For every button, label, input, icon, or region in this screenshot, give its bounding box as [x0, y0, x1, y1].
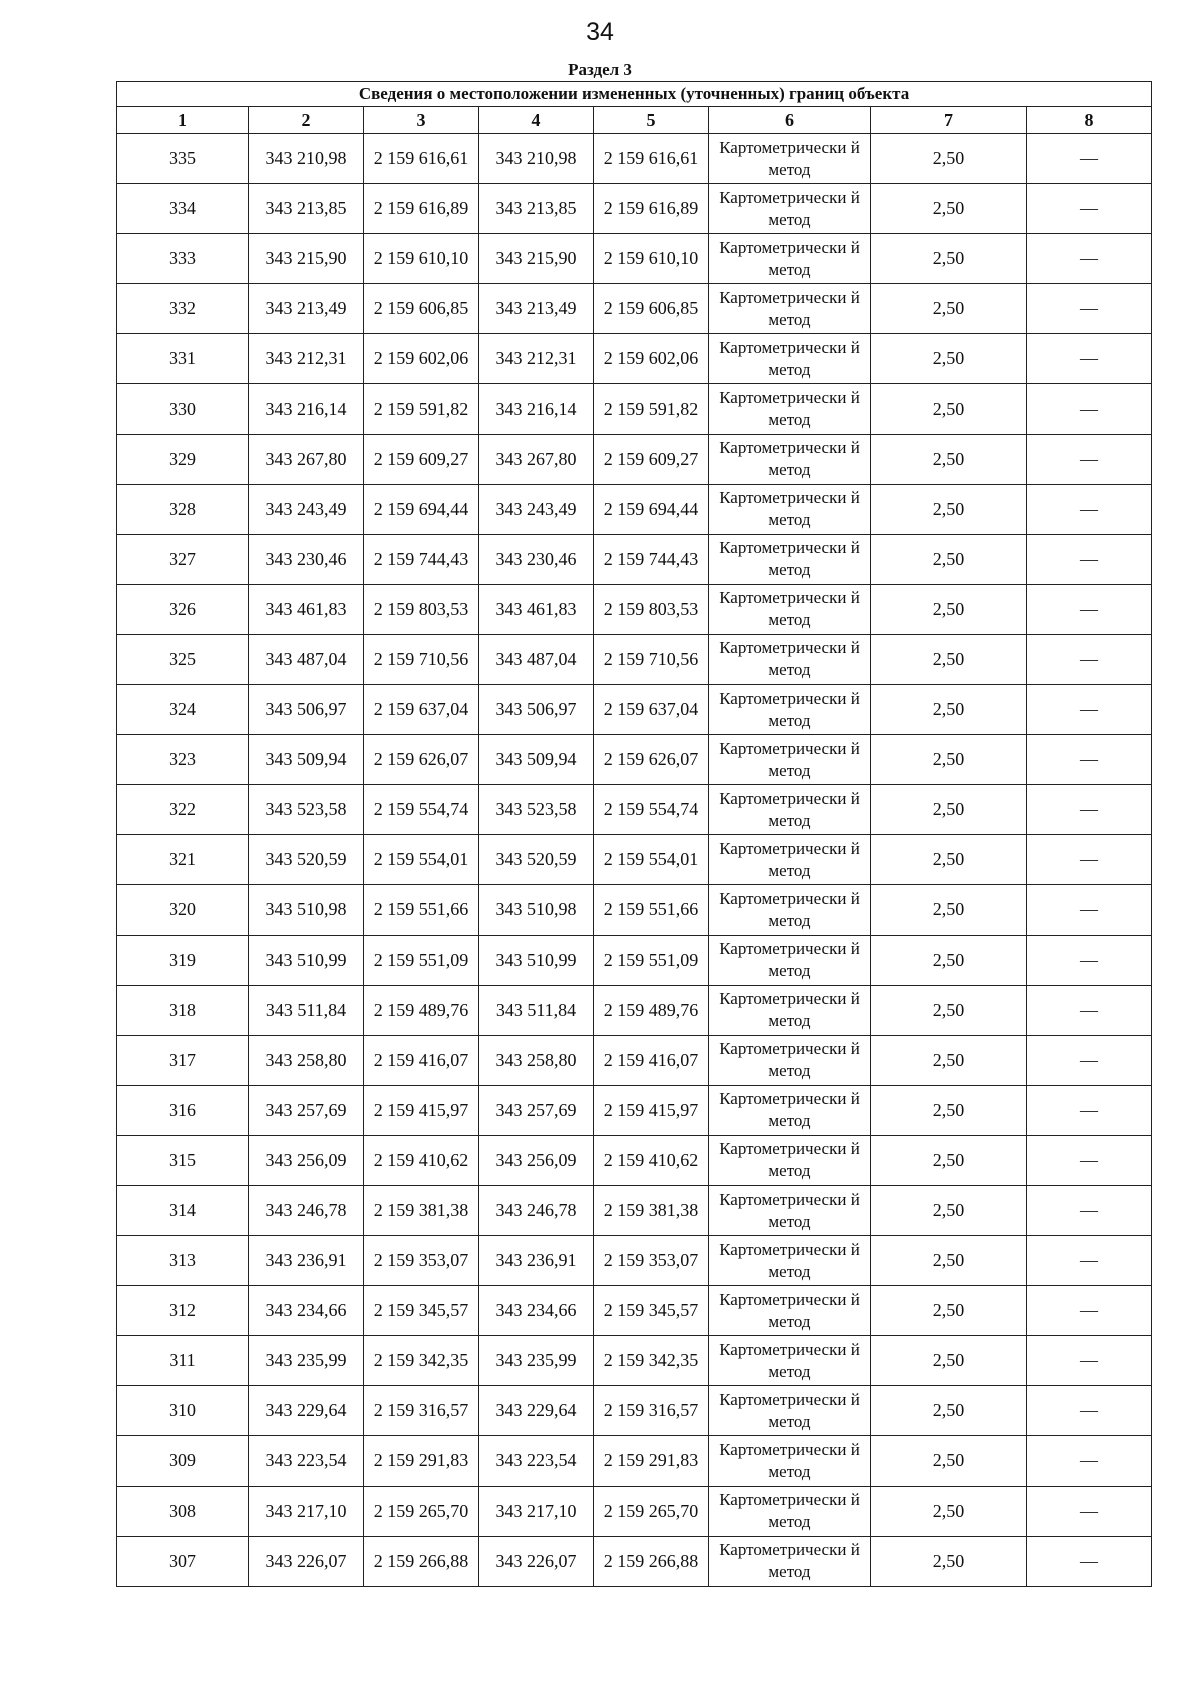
accuracy-cell: 2,50 [871, 785, 1027, 835]
point-number-cell: 330 [117, 384, 249, 434]
x-new-cell: 343 230,46 [479, 534, 594, 584]
x-old-cell: 343 510,98 [249, 885, 364, 935]
x-new-cell: 343 246,78 [479, 1185, 594, 1235]
point-number-cell: 314 [117, 1185, 249, 1235]
accuracy-cell: 2,50 [871, 1486, 1027, 1536]
method-cell: Картометрически й метод [709, 1486, 871, 1536]
x-new-cell: 343 258,80 [479, 1035, 594, 1085]
table-row [117, 1135, 1152, 1185]
method-cell: Картометрически й метод [709, 534, 871, 584]
description-cell: — [1027, 785, 1152, 835]
x-old-cell: 343 509,94 [249, 735, 364, 785]
y-old-cell: 2 159 616,61 [364, 134, 479, 184]
description-cell: — [1027, 284, 1152, 334]
point-number-cell: 308 [117, 1486, 249, 1536]
method-cell: Картометрически й метод [709, 1236, 871, 1286]
description-cell: — [1027, 1486, 1152, 1536]
accuracy-cell: 2,50 [871, 985, 1027, 1035]
y-old-cell: 2 159 803,53 [364, 584, 479, 634]
method-cell: Картометрически й метод [709, 935, 871, 985]
description-cell: — [1027, 484, 1152, 534]
table-caption-row [117, 82, 1152, 107]
y-new-cell: 2 159 694,44 [594, 484, 709, 534]
x-old-cell: 343 257,69 [249, 1085, 364, 1135]
accuracy-cell: 2,50 [871, 134, 1027, 184]
y-new-cell: 2 159 265,70 [594, 1486, 709, 1536]
description-cell: — [1027, 134, 1152, 184]
table-row [117, 985, 1152, 1035]
point-number-cell: 328 [117, 484, 249, 534]
section-title: Раздел 3 [568, 60, 632, 79]
method-cell: Картометрически й метод [709, 134, 871, 184]
accuracy-cell: 2,50 [871, 234, 1027, 284]
y-new-cell: 2 159 415,97 [594, 1085, 709, 1135]
x-new-cell: 343 223,54 [479, 1436, 594, 1486]
method-cell: Картометрически й метод [709, 184, 871, 234]
description-cell: — [1027, 985, 1152, 1035]
x-old-cell: 343 213,85 [249, 184, 364, 234]
method-cell: Картометрически й метод [709, 685, 871, 735]
method-cell: Картометрически й метод [709, 1536, 871, 1586]
accuracy-cell: 2,50 [871, 1536, 1027, 1586]
y-old-cell: 2 159 291,83 [364, 1436, 479, 1486]
y-old-cell: 2 159 416,07 [364, 1035, 479, 1085]
description-cell: — [1027, 184, 1152, 234]
point-number-cell: 331 [117, 334, 249, 384]
x-new-cell: 343 487,04 [479, 634, 594, 684]
x-old-cell: 343 216,14 [249, 384, 364, 434]
y-new-cell: 2 159 554,74 [594, 785, 709, 835]
y-old-cell: 2 159 637,04 [364, 685, 479, 735]
method-cell: Картометрически й метод [709, 1085, 871, 1135]
y-old-cell: 2 159 710,56 [364, 634, 479, 684]
column-header: 6 [709, 107, 871, 134]
y-new-cell: 2 159 381,38 [594, 1185, 709, 1235]
y-old-cell: 2 159 342,35 [364, 1336, 479, 1386]
accuracy-cell: 2,50 [871, 1236, 1027, 1286]
column-header: 3 [364, 107, 479, 134]
point-number-cell: 315 [117, 1135, 249, 1185]
y-old-cell: 2 159 610,10 [364, 234, 479, 284]
y-new-cell: 2 159 616,89 [594, 184, 709, 234]
description-cell: — [1027, 1436, 1152, 1486]
table-row [117, 184, 1152, 234]
method-cell: Картометрически й метод [709, 835, 871, 885]
point-number-cell: 325 [117, 634, 249, 684]
y-old-cell: 2 159 606,85 [364, 284, 479, 334]
x-new-cell: 343 520,59 [479, 835, 594, 885]
method-cell: Картометрически й метод [709, 284, 871, 334]
x-new-cell: 343 229,64 [479, 1386, 594, 1436]
y-new-cell: 2 159 610,10 [594, 234, 709, 284]
point-number-cell: 319 [117, 935, 249, 985]
y-new-cell: 2 159 626,07 [594, 735, 709, 785]
point-number-cell: 309 [117, 1436, 249, 1486]
description-cell: — [1027, 1035, 1152, 1085]
y-old-cell: 2 159 266,88 [364, 1536, 479, 1586]
accuracy-cell: 2,50 [871, 685, 1027, 735]
x-new-cell: 343 509,94 [479, 735, 594, 785]
x-new-cell: 343 257,69 [479, 1085, 594, 1135]
x-old-cell: 343 243,49 [249, 484, 364, 534]
description-cell: — [1027, 1336, 1152, 1386]
point-number-cell: 324 [117, 685, 249, 735]
point-number-cell: 332 [117, 284, 249, 334]
x-old-cell: 343 229,64 [249, 1386, 364, 1436]
description-cell: — [1027, 935, 1152, 985]
method-cell: Картометрически й метод [709, 1336, 871, 1386]
accuracy-cell: 2,50 [871, 1085, 1027, 1135]
description-cell: — [1027, 1135, 1152, 1185]
table-row [117, 1336, 1152, 1386]
point-number-cell: 322 [117, 785, 249, 835]
table-row [117, 1085, 1152, 1135]
table-row [117, 935, 1152, 985]
y-old-cell: 2 159 316,57 [364, 1386, 479, 1436]
accuracy-cell: 2,50 [871, 434, 1027, 484]
description-cell: — [1027, 735, 1152, 785]
point-number-cell: 307 [117, 1536, 249, 1586]
accuracy-cell: 2,50 [871, 1386, 1027, 1436]
table-row [117, 484, 1152, 534]
y-old-cell: 2 159 265,70 [364, 1486, 479, 1536]
accuracy-cell: 2,50 [871, 885, 1027, 935]
y-old-cell: 2 159 489,76 [364, 985, 479, 1035]
x-old-cell: 343 506,97 [249, 685, 364, 735]
x-new-cell: 343 256,09 [479, 1135, 594, 1185]
table-row [117, 584, 1152, 634]
accuracy-cell: 2,50 [871, 1436, 1027, 1486]
x-new-cell: 343 461,83 [479, 584, 594, 634]
description-cell: — [1027, 434, 1152, 484]
method-cell: Картометрически й метод [709, 1386, 871, 1436]
x-old-cell: 343 226,07 [249, 1536, 364, 1586]
table-row [117, 1436, 1152, 1486]
point-number-cell: 317 [117, 1035, 249, 1085]
table-row [117, 835, 1152, 885]
x-old-cell: 343 213,49 [249, 284, 364, 334]
y-new-cell: 2 159 353,07 [594, 1236, 709, 1286]
column-header: 5 [594, 107, 709, 134]
x-old-cell: 343 523,58 [249, 785, 364, 835]
y-old-cell: 2 159 381,38 [364, 1185, 479, 1235]
x-new-cell: 343 213,85 [479, 184, 594, 234]
y-new-cell: 2 159 316,57 [594, 1386, 709, 1436]
table-row [117, 1286, 1152, 1336]
x-new-cell: 343 510,99 [479, 935, 594, 985]
method-cell: Картометрически й метод [709, 384, 871, 434]
x-old-cell: 343 246,78 [249, 1185, 364, 1235]
description-cell: — [1027, 1236, 1152, 1286]
x-old-cell: 343 520,59 [249, 835, 364, 885]
method-cell: Картометрически й метод [709, 1286, 871, 1336]
method-cell: Картометрически й метод [709, 1185, 871, 1235]
point-number-cell: 310 [117, 1386, 249, 1436]
x-old-cell: 343 511,84 [249, 985, 364, 1035]
accuracy-cell: 2,50 [871, 584, 1027, 634]
x-old-cell: 343 461,83 [249, 584, 364, 634]
y-old-cell: 2 159 551,66 [364, 885, 479, 935]
y-new-cell: 2 159 266,88 [594, 1536, 709, 1586]
description-cell: — [1027, 534, 1152, 584]
y-new-cell: 2 159 342,35 [594, 1336, 709, 1386]
y-new-cell: 2 159 710,56 [594, 634, 709, 684]
x-new-cell: 343 210,98 [479, 134, 594, 184]
x-new-cell: 343 511,84 [479, 985, 594, 1035]
table-row [117, 685, 1152, 735]
y-old-cell: 2 159 626,07 [364, 735, 479, 785]
y-new-cell: 2 159 551,66 [594, 885, 709, 935]
y-new-cell: 2 159 345,57 [594, 1286, 709, 1336]
point-number-cell: 312 [117, 1286, 249, 1336]
table-row [117, 134, 1152, 184]
description-cell: — [1027, 1536, 1152, 1586]
y-new-cell: 2 159 554,01 [594, 835, 709, 885]
x-old-cell: 343 256,09 [249, 1135, 364, 1185]
y-new-cell: 2 159 410,62 [594, 1135, 709, 1185]
table-row [117, 284, 1152, 334]
y-old-cell: 2 159 609,27 [364, 434, 479, 484]
x-new-cell: 343 212,31 [479, 334, 594, 384]
accuracy-cell: 2,50 [871, 184, 1027, 234]
table-row [117, 785, 1152, 835]
x-old-cell: 343 230,46 [249, 534, 364, 584]
y-old-cell: 2 159 602,06 [364, 334, 479, 384]
x-old-cell: 343 267,80 [249, 434, 364, 484]
y-old-cell: 2 159 554,74 [364, 785, 479, 835]
x-new-cell: 343 523,58 [479, 785, 594, 835]
accuracy-cell: 2,50 [871, 1035, 1027, 1085]
x-old-cell: 343 510,99 [249, 935, 364, 985]
y-new-cell: 2 159 489,76 [594, 985, 709, 1035]
method-cell: Картометрически й метод [709, 1135, 871, 1185]
method-cell: Картометрически й метод [709, 885, 871, 935]
description-cell: — [1027, 584, 1152, 634]
method-cell: Картометрически й метод [709, 735, 871, 785]
y-new-cell: 2 159 637,04 [594, 685, 709, 735]
table-row [117, 885, 1152, 935]
y-old-cell: 2 159 410,62 [364, 1135, 479, 1185]
description-cell: — [1027, 384, 1152, 434]
y-new-cell: 2 159 616,61 [594, 134, 709, 184]
point-number-cell: 321 [117, 835, 249, 885]
description-cell: — [1027, 835, 1152, 885]
x-old-cell: 343 258,80 [249, 1035, 364, 1085]
table-row [117, 434, 1152, 484]
accuracy-cell: 2,50 [871, 484, 1027, 534]
point-number-cell: 311 [117, 1336, 249, 1386]
y-new-cell: 2 159 602,06 [594, 334, 709, 384]
table-row [117, 384, 1152, 434]
description-cell: — [1027, 1286, 1152, 1336]
x-new-cell: 343 236,91 [479, 1236, 594, 1286]
x-new-cell: 343 217,10 [479, 1486, 594, 1536]
x-old-cell: 343 487,04 [249, 634, 364, 684]
table-row [117, 1185, 1152, 1235]
method-cell: Картометрически й метод [709, 785, 871, 835]
x-new-cell: 343 234,66 [479, 1286, 594, 1336]
point-number-cell: 329 [117, 434, 249, 484]
method-cell: Картометрически й метод [709, 234, 871, 284]
table-row [117, 234, 1152, 284]
x-old-cell: 343 235,99 [249, 1336, 364, 1386]
point-number-cell: 316 [117, 1085, 249, 1135]
column-header: 1 [117, 107, 249, 134]
accuracy-cell: 2,50 [871, 935, 1027, 985]
x-new-cell: 343 510,98 [479, 885, 594, 935]
accuracy-cell: 2,50 [871, 1135, 1027, 1185]
x-old-cell: 343 234,66 [249, 1286, 364, 1336]
point-number-cell: 334 [117, 184, 249, 234]
y-new-cell: 2 159 609,27 [594, 434, 709, 484]
page-number: 34 [586, 18, 614, 46]
table-row [117, 1035, 1152, 1085]
accuracy-cell: 2,50 [871, 835, 1027, 885]
point-number-cell: 326 [117, 584, 249, 634]
table-row [117, 634, 1152, 684]
y-old-cell: 2 159 551,09 [364, 935, 479, 985]
accuracy-cell: 2,50 [871, 1185, 1027, 1235]
accuracy-cell: 2,50 [871, 735, 1027, 785]
description-cell: — [1027, 885, 1152, 935]
y-new-cell: 2 159 803,53 [594, 584, 709, 634]
x-old-cell: 343 212,31 [249, 334, 364, 384]
accuracy-cell: 2,50 [871, 1286, 1027, 1336]
point-number-cell: 320 [117, 885, 249, 935]
y-old-cell: 2 159 345,57 [364, 1286, 479, 1336]
x-old-cell: 343 215,90 [249, 234, 364, 284]
description-cell: — [1027, 1386, 1152, 1436]
description-cell: — [1027, 1085, 1152, 1135]
accuracy-cell: 2,50 [871, 384, 1027, 434]
table-row [117, 334, 1152, 384]
y-new-cell: 2 159 591,82 [594, 384, 709, 434]
description-cell: — [1027, 234, 1152, 284]
y-old-cell: 2 159 591,82 [364, 384, 479, 434]
method-cell: Картометрически й метод [709, 334, 871, 384]
method-cell: Картометрически й метод [709, 1436, 871, 1486]
method-cell: Картометрически й метод [709, 985, 871, 1035]
description-cell: — [1027, 685, 1152, 735]
column-header-row [117, 107, 1152, 134]
y-old-cell: 2 159 616,89 [364, 184, 479, 234]
point-number-cell: 333 [117, 234, 249, 284]
boundary-coordinates-table [116, 81, 1152, 1587]
table-row [117, 1236, 1152, 1286]
x-new-cell: 343 215,90 [479, 234, 594, 284]
method-cell: Картометрически й метод [709, 584, 871, 634]
table-row [117, 1536, 1152, 1586]
y-old-cell: 2 159 415,97 [364, 1085, 479, 1135]
y-new-cell: 2 159 291,83 [594, 1436, 709, 1486]
table-row [117, 1486, 1152, 1536]
x-old-cell: 343 236,91 [249, 1236, 364, 1286]
description-cell: — [1027, 1185, 1152, 1235]
accuracy-cell: 2,50 [871, 1336, 1027, 1386]
x-new-cell: 343 235,99 [479, 1336, 594, 1386]
x-old-cell: 343 210,98 [249, 134, 364, 184]
column-header: 2 [249, 107, 364, 134]
method-cell: Картометрически й метод [709, 484, 871, 534]
y-old-cell: 2 159 554,01 [364, 835, 479, 885]
column-header: 4 [479, 107, 594, 134]
description-cell: — [1027, 334, 1152, 384]
x-new-cell: 343 243,49 [479, 484, 594, 534]
point-number-cell: 313 [117, 1236, 249, 1286]
accuracy-cell: 2,50 [871, 284, 1027, 334]
y-old-cell: 2 159 353,07 [364, 1236, 479, 1286]
point-number-cell: 327 [117, 534, 249, 584]
point-number-cell: 318 [117, 985, 249, 1035]
x-new-cell: 343 216,14 [479, 384, 594, 434]
x-new-cell: 343 226,07 [479, 1536, 594, 1586]
y-new-cell: 2 159 606,85 [594, 284, 709, 334]
table-row [117, 534, 1152, 584]
method-cell: Картометрически й метод [709, 634, 871, 684]
table-row [117, 735, 1152, 785]
table-caption: Сведения о местоположении измененных (уточненных) границ объекта [117, 82, 1152, 107]
y-new-cell: 2 159 551,09 [594, 935, 709, 985]
y-new-cell: 2 159 416,07 [594, 1035, 709, 1085]
y-old-cell: 2 159 694,44 [364, 484, 479, 534]
x-new-cell: 343 506,97 [479, 685, 594, 735]
table-row [117, 1386, 1152, 1436]
method-cell: Картометрически й метод [709, 434, 871, 484]
x-old-cell: 343 217,10 [249, 1486, 364, 1536]
y-new-cell: 2 159 744,43 [594, 534, 709, 584]
x-old-cell: 343 223,54 [249, 1436, 364, 1486]
method-cell: Картометрически й метод [709, 1035, 871, 1085]
table-body [117, 134, 1152, 1587]
point-number-cell: 323 [117, 735, 249, 785]
y-old-cell: 2 159 744,43 [364, 534, 479, 584]
description-cell: — [1027, 634, 1152, 684]
accuracy-cell: 2,50 [871, 334, 1027, 384]
accuracy-cell: 2,50 [871, 534, 1027, 584]
accuracy-cell: 2,50 [871, 634, 1027, 684]
point-number-cell: 335 [117, 134, 249, 184]
column-header: 7 [871, 107, 1027, 134]
x-new-cell: 343 267,80 [479, 434, 594, 484]
column-header: 8 [1027, 107, 1152, 134]
x-new-cell: 343 213,49 [479, 284, 594, 334]
